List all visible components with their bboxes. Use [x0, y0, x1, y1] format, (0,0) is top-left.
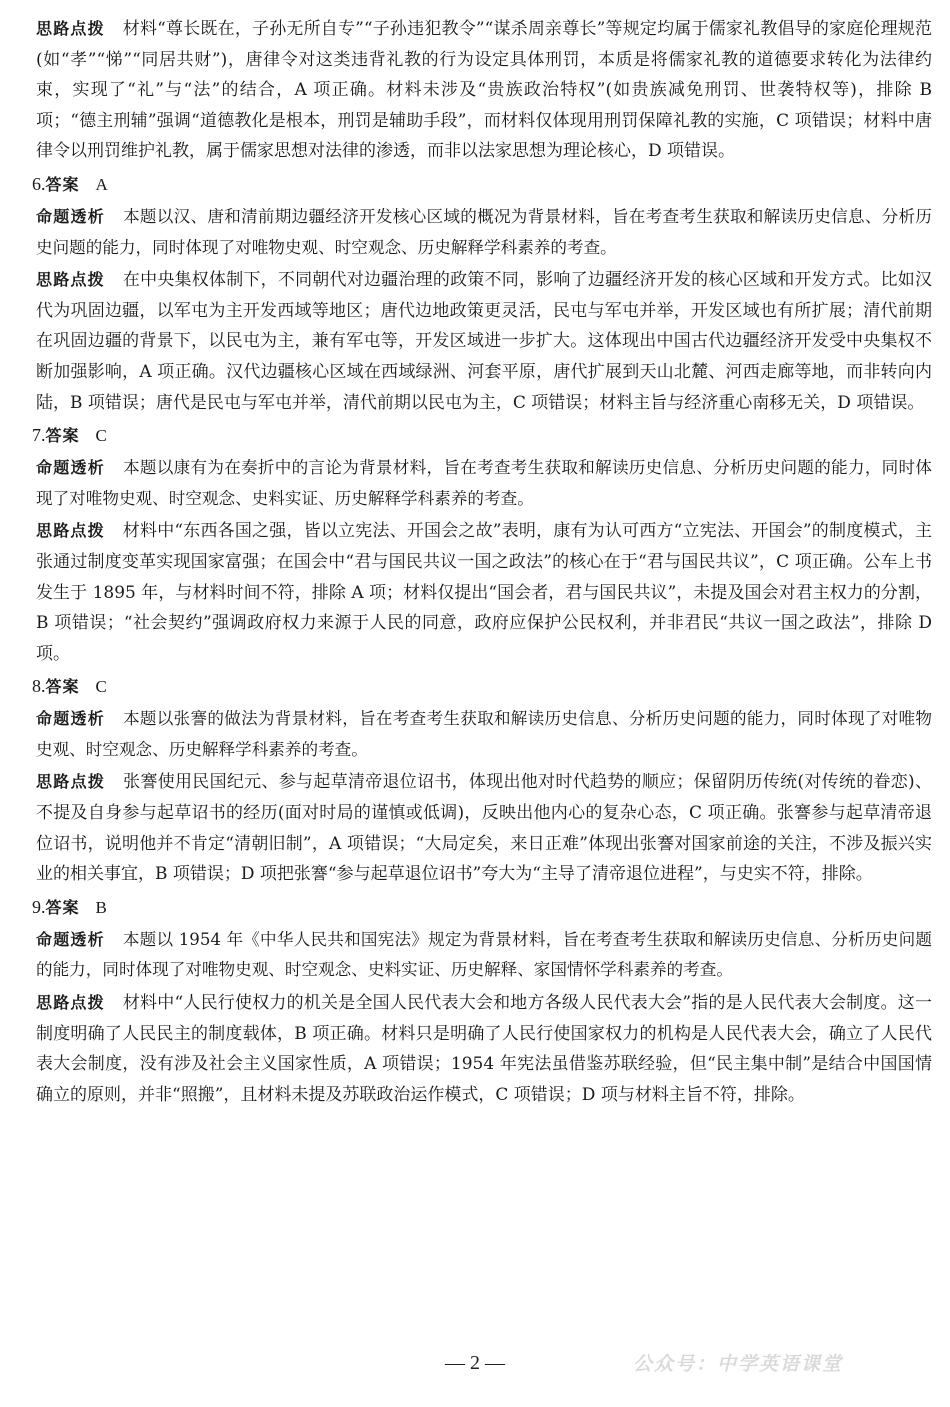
- analysis-text: 本题以汉、唐和清前期边疆经济开发核心区域的概况为背景材料，旨在考查考生获取和解读历史信息、分析历史问题的能力，同时体现了对唯物史观、时空观念、历史解释学科素养的考查。: [36, 206, 932, 257]
- question-number: 6.: [32, 173, 46, 194]
- question-block: [32, 169, 932, 418]
- hint-paragraph: [36, 265, 932, 418]
- hint-label: 思路点拨: [36, 521, 105, 541]
- hint-paragraph: [36, 767, 932, 889]
- answer-label: 答案: [45, 677, 80, 697]
- intro-hint: [36, 14, 932, 167]
- hint-paragraph: [36, 516, 932, 669]
- question-number: 9.: [32, 896, 46, 917]
- hint-text: 材料中“人民行使权力的机关是全国人民代表大会和地方各级人民代表大会”指的是人民代表大会制度。这一制度明确了人民民主的制度载体，B 项正确。材料只是明确了人民行使国家权力的机构是人民代表大会，确立了人民代表大会制度，没有涉及社会主义国家性质，A 项错误；1954 年宪法虽借鉴苏联经验，但“民主集中制”是结合中国国情确立的原则，并非“照搬”，且材料未提及苏联政治运作模式，C 项错误；D 项与材料主旨不符，排除。: [36, 993, 932, 1105]
- hint-label: 思路点拨: [36, 772, 106, 792]
- question-block: [32, 892, 932, 1111]
- analysis-label: 命题透析: [36, 709, 106, 729]
- analysis-label: 命题透析: [36, 929, 105, 949]
- analysis-label: 命题透析: [36, 206, 106, 226]
- question-block: [32, 420, 932, 669]
- hint-label: 思路点拨: [36, 19, 105, 38]
- hint-text: 材料“尊长既在，子孙无所自专”“子孙违犯教令”“谋杀周亲尊长”等规定均属于儒家礼教倡导的家庭伦理规范(如“孝”“悌”“同居共财”)，唐律令对这类违背礼教的行为设定具体刑罚，本质是将儒家礼教的道德要求转化为法律约束，实现了“礼”与“法”的结合，A 项正确。材料未涉及“贵族政治特权”(如贵族减免刑罚、世袭特权等)，排除 B 项；“德主刑辅”强调“道德教化是根本，刑罚是辅助手段”，而材料仅体现用刑罚保障礼教的实施，C 项错误；材料中唐律令以刑罚维护礼教，属于儒家思想对法律的渗透，而非以法家思想为理论核心，D 项错误。: [36, 19, 932, 162]
- answer-value: C: [95, 426, 107, 446]
- answer-line: [32, 420, 932, 451]
- analysis-text: 本题以康有为在奏折中的言论为背景材料，旨在考查考生获取和解读历史信息、分析历史问题的能力，同时体现了对唯物史观、时空观念、史料实证、历史解释学科素养的考查。: [36, 458, 932, 508]
- question-number: 8.: [32, 676, 46, 697]
- page-number: — 2 —: [445, 1352, 505, 1374]
- hint-label: 思路点拨: [36, 270, 105, 290]
- hint-paragraph: [36, 988, 932, 1110]
- analysis-paragraph: [36, 925, 932, 986]
- hint-text: 在中央集权体制下，不同朝代对边疆治理的政策不同，影响了边疆经济开发的核心区域和开发方式。比如汉代为巩固边疆，以军屯为主开发西域等地区；唐代边地政策更灵活，民屯与军屯并举，开发区域也有所扩展；清代前期在巩固边疆的背景下，以民屯为主，兼有军屯等，开发区域进一步扩大。这体现出中国古代边疆经济开发受中央集权不断加强影响，A 项正确。汉代边疆核心区域在西域绿洲、河套平原，唐代扩展到天山北麓、河西走廊等地，而非转向内陆，B 项错误；唐代是民屯与军屯并举，清代前期以民屯为主，C 项错误；材料主旨与经济重心南移无关，D 项错误。: [36, 270, 932, 413]
- answer-label: 答案: [45, 897, 80, 917]
- answer-value: A: [95, 174, 108, 194]
- analysis-label: 命题透析: [36, 458, 106, 478]
- hint-label: 思路点拨: [36, 993, 105, 1013]
- answer-line: [32, 169, 932, 200]
- question-number: 7.: [32, 425, 46, 446]
- hint-text: 张謇使用民国纪元、参与起草清帝退位诏书，体现出他对时代趋势的顺应；保留阴历传统(对传统的眷恋)、不提及自身参与起草诏书的经历(面对时局的谨慎或低调)，反映出他内心的复杂心态，C 项正确。张謇参与起草清帝退位诏书，说明他并不肯定“清朝旧制”，A 项错误；“大局定矣，来日正难”体现出张謇对国家前途的关注，不涉及振兴实业的相关事宜，B 项错误；D 项把张謇“参与起草退位诏书”夸大为“主导了清帝退位进程”，与史实不符，排除。: [36, 772, 932, 885]
- answer-value: B: [95, 897, 107, 917]
- answer-value: C: [95, 677, 107, 697]
- analysis-paragraph: [36, 453, 932, 514]
- analysis-paragraph: [36, 202, 932, 263]
- answer-line: [32, 671, 932, 702]
- question-block: [32, 671, 932, 890]
- answer-label: 答案: [45, 174, 80, 194]
- answer-label: 答案: [45, 426, 80, 446]
- analysis-text: 本题以张謇的做法为背景材料，旨在考查考生获取和解读历史信息、分析历史问题的能力，同时体现了对唯物史观、时空观念、历史解释学科素养的考查。: [36, 709, 932, 759]
- answer-line: [32, 892, 932, 923]
- watermark-text: 公众号：中学英语课堂: [633, 1353, 844, 1375]
- hint-text: 材料中“东西各国之强，皆以立宪法、开国会之故”表明，康有为认可西方“立宪法、开国会”的制度模式，主张通过制度变革实现国家富强；在国会中“君与国民共议一国之政法”的核心在于“君与国民共议”，C 项正确。公车上书发生于 1895 年，与材料时间不符，排除 A 项；材料仅提出“国会者，君与国民共议”，未提及国会对君主权力的分割，B 项错误；“社会契约”强调政府权力来源于人民的同意，政府应保护公民权利，并非君民“共议一国之政法”，排除 D 项。: [36, 521, 932, 664]
- analysis-text: 本题以 1954 年《中华人民共和国宪法》规定为背景材料，旨在考查考生获取和解读历史信息、分析历史问题的能力，同时体现了对唯物史观、时空观念、史料实证、历史解释、家国情怀学科素养的考查。: [36, 929, 932, 980]
- analysis-paragraph: [36, 704, 932, 765]
